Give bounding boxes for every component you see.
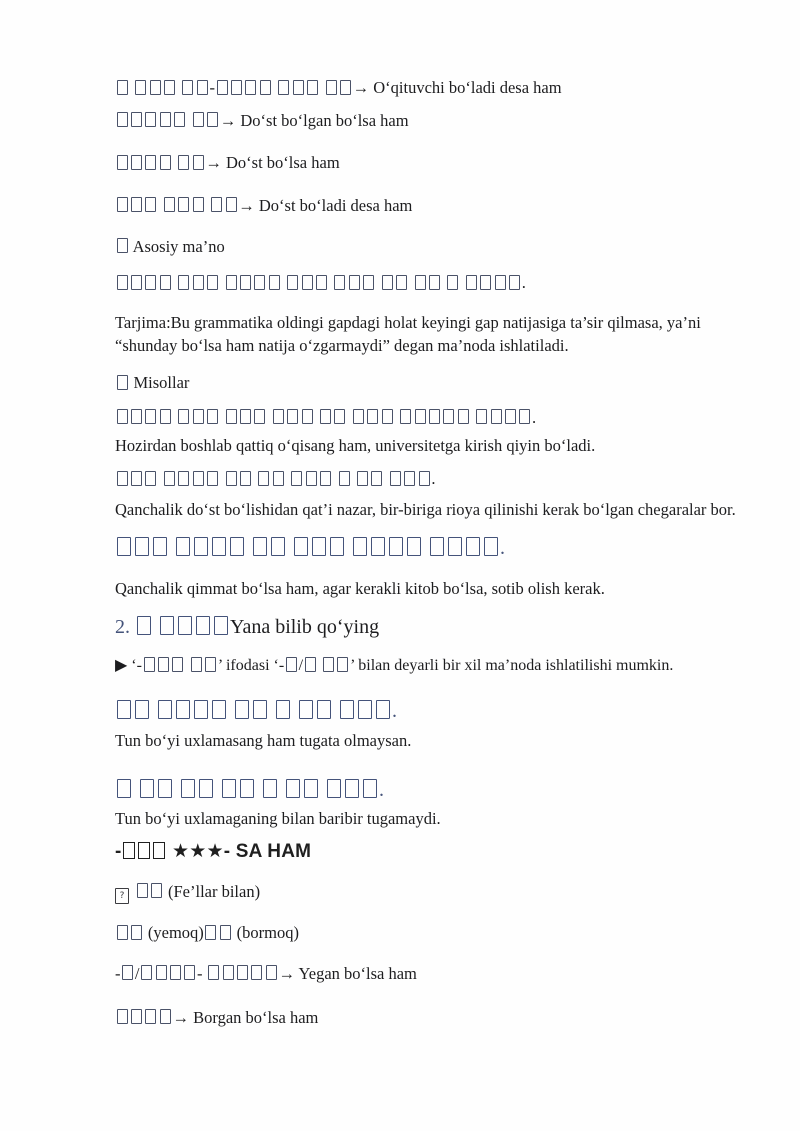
missing-glyph-box	[145, 155, 156, 170]
missing-glyph-box	[140, 779, 154, 798]
missing-glyph-box	[334, 409, 345, 424]
text-run: 2.	[115, 616, 230, 638]
missing-glyph-box	[230, 537, 244, 556]
missing-glyph-box	[509, 275, 520, 290]
missing-glyph-box	[519, 409, 530, 424]
missing-glyph-box	[371, 471, 382, 486]
missing-glyph-box	[193, 112, 204, 127]
missing-glyph-box	[196, 616, 210, 635]
missing-glyph-box	[151, 883, 162, 898]
missing-glyph-box	[353, 409, 364, 424]
missing-glyph-box	[135, 537, 149, 556]
missing-glyph-box	[226, 471, 237, 486]
text-run: → Do‘st bo‘ladi desa ham	[115, 196, 412, 215]
missing-glyph-box	[117, 80, 128, 95]
missing-glyph-box	[176, 537, 190, 556]
missing-glyph-box	[337, 657, 348, 672]
text-run: → Do‘st bo‘lsa ham	[115, 153, 340, 172]
conjugation-line	[115, 964, 745, 985]
missing-glyph-box	[131, 155, 142, 170]
missing-glyph-box	[158, 657, 169, 672]
missing-glyph-box	[131, 112, 142, 127]
missing-glyph-box	[117, 925, 128, 940]
missing-glyph-box	[287, 275, 298, 290]
missing-glyph-box	[145, 409, 156, 424]
missing-glyph-box	[194, 537, 208, 556]
missing-glyph-box	[340, 700, 354, 719]
text-run: - → O‘qituvchi bo‘ladi desa ham	[115, 78, 562, 97]
missing-glyph-box	[480, 275, 491, 290]
missing-glyph-box	[316, 275, 327, 290]
missing-glyph-box	[240, 779, 254, 798]
missing-glyph-box	[407, 537, 421, 556]
missing-glyph-box	[396, 275, 407, 290]
missing-glyph-box	[220, 925, 231, 940]
missing-glyph-box	[131, 1009, 142, 1024]
missing-glyph-box	[235, 700, 249, 719]
missing-glyph-box	[207, 409, 218, 424]
missing-glyph-box	[447, 275, 458, 290]
document-body	[115, 78, 745, 1028]
text-run: → Do‘st bo‘lgan bo‘lsa ham	[115, 111, 409, 130]
missing-glyph-box	[251, 965, 262, 980]
missing-glyph-box	[273, 471, 284, 486]
missing-glyph-box	[358, 700, 372, 719]
missing-glyph-box	[178, 616, 192, 635]
conjugation-line	[115, 78, 745, 99]
missing-glyph-box	[156, 965, 167, 980]
missing-glyph-box	[131, 409, 142, 424]
conjugation-line	[115, 111, 745, 132]
missing-glyph-box	[495, 275, 506, 290]
missing-glyph-box	[193, 409, 204, 424]
translation-line	[115, 435, 745, 458]
missing-glyph-box	[117, 779, 131, 798]
missing-glyph-box	[291, 471, 302, 486]
text-run: .	[115, 700, 397, 722]
missing-glyph-box	[158, 779, 172, 798]
missing-glyph-box	[212, 537, 226, 556]
missing-glyph-box	[353, 537, 367, 556]
missing-glyph-box	[484, 537, 498, 556]
missing-glyph-box	[145, 112, 156, 127]
missing-glyph-box	[253, 537, 267, 556]
subheading-know-more	[115, 615, 745, 640]
missing-glyph-box	[263, 779, 277, 798]
missing-glyph-box	[254, 409, 265, 424]
missing-glyph-box	[205, 657, 216, 672]
missing-glyph-box	[207, 471, 218, 486]
missing-glyph-box	[371, 537, 385, 556]
missing-glyph-box	[164, 197, 175, 212]
translation-paragraph	[115, 312, 745, 358]
missing-glyph-box	[320, 471, 331, 486]
missing-glyph-box	[181, 779, 195, 798]
missing-glyph-box	[302, 275, 313, 290]
missing-glyph-box	[429, 409, 440, 424]
missing-glyph-box	[226, 409, 237, 424]
text-run: (yemoq) (bormoq)	[115, 923, 299, 942]
missing-glyph-box	[245, 80, 256, 95]
missing-glyph-box	[327, 779, 341, 798]
missing-glyph-box	[193, 275, 204, 290]
missing-glyph-box	[266, 965, 277, 980]
missing-glyph-box	[340, 80, 351, 95]
text-run: Tun bo‘yi uxlamaganing bilan baribir tugamaydi.	[115, 809, 441, 829]
missing-glyph-box	[357, 471, 368, 486]
missing-glyph-box	[137, 616, 151, 635]
missing-glyph-box	[317, 700, 331, 719]
missing-glyph-box	[212, 700, 226, 719]
text-run: .	[115, 273, 526, 292]
missing-glyph-box	[226, 275, 237, 290]
text-run: .	[115, 779, 384, 801]
missing-glyph-box	[153, 537, 167, 556]
missing-glyph-box	[320, 409, 331, 424]
missing-glyph-box	[178, 197, 189, 212]
missing-glyph-box	[170, 965, 181, 980]
missing-glyph-box	[160, 112, 171, 127]
missing-glyph-box	[164, 471, 175, 486]
missing-glyph-box	[194, 700, 208, 719]
missing-glyph-box	[345, 779, 359, 798]
missing-glyph-box	[138, 842, 150, 859]
missing-glyph-box	[145, 197, 156, 212]
missing-glyph-box	[178, 471, 189, 486]
missing-glyph-box	[208, 965, 219, 980]
missing-glyph-box	[382, 275, 393, 290]
missing-glyph-box	[191, 657, 202, 672]
missing-glyph-box	[214, 616, 228, 635]
text-run: → Borgan bo‘lsa ham	[115, 1008, 318, 1027]
missing-glyph-box	[330, 537, 344, 556]
grammar-title-sa-ham	[115, 841, 745, 864]
missing-glyph-box	[286, 657, 297, 672]
text-run: .	[115, 408, 536, 427]
missing-glyph-box	[390, 471, 401, 486]
missing-glyph-box	[415, 275, 426, 290]
text-run: Tarjima:Bu grammatika oldingi gapdagi holat keyingi gap natijasiga ta’sir qilmasa, ya’ni “shunday bo‘lsa ham natija o‘zgarmaydi” degan ma’noda ishlatiladi.	[115, 312, 701, 355]
missing-glyph-box	[197, 80, 208, 95]
missing-glyph-box	[160, 275, 171, 290]
text-run: Asosiy ma’no	[115, 237, 225, 256]
missing-glyph-box	[117, 700, 131, 719]
missing-glyph-box	[217, 80, 228, 95]
missing-glyph-box	[205, 925, 216, 940]
missing-glyph-box	[182, 80, 193, 95]
missing-glyph-box	[258, 471, 269, 486]
translation-line	[115, 808, 745, 831]
missing-glyph-box	[122, 965, 133, 980]
verb-examples-line	[115, 923, 745, 944]
missing-glyph-box	[160, 409, 171, 424]
missing-glyph-box	[145, 471, 156, 486]
missing-glyph-box	[117, 275, 128, 290]
missing-glyph-box	[193, 471, 204, 486]
missing-glyph-box	[376, 700, 390, 719]
missing-glyph-box	[389, 537, 403, 556]
missing-glyph-box	[131, 197, 142, 212]
text-run: ▶ ‘- ’ ifodasi ‘- / ’ bilan deyarli bir xil ma’noda ishlatilishi mumkin.	[115, 657, 674, 675]
text-run: ? (Fe’llar bilan)	[115, 882, 260, 901]
section-label-main-meaning	[115, 237, 745, 258]
missing-glyph-box	[415, 409, 426, 424]
missing-glyph-box	[400, 409, 411, 424]
korean-sentence-large	[115, 536, 745, 561]
text-run: - ★★★- SA HAM	[115, 840, 312, 862]
missing-glyph-box	[131, 471, 142, 486]
missing-glyph-box	[294, 537, 308, 556]
korean-sentence-large	[115, 699, 745, 724]
conjugation-line	[115, 196, 745, 217]
missing-glyph-box	[363, 779, 377, 798]
missing-glyph-box	[145, 1009, 156, 1024]
missing-glyph-box	[240, 409, 251, 424]
text-run: Qanchalik qimmat bo‘lsa ham, agar kerakli kitob bo‘lsa, sotib olish kerak.	[115, 578, 605, 598]
missing-glyph-box	[306, 471, 317, 486]
missing-glyph-box	[304, 779, 318, 798]
missing-glyph-box	[240, 471, 251, 486]
missing-glyph-box	[160, 1009, 171, 1024]
missing-glyph-box	[231, 80, 242, 95]
missing-glyph-box	[419, 471, 430, 486]
missing-glyph-box	[254, 275, 265, 290]
missing-glyph-box	[278, 80, 289, 95]
missing-glyph-box	[312, 537, 326, 556]
text-run: Hozirdan boshlab qattiq o‘qisang ham, universitetga kirish qiyin bo‘ladi.	[115, 435, 596, 455]
translation-line	[115, 578, 745, 601]
missing-glyph-box	[117, 537, 131, 556]
missing-glyph-box	[448, 537, 462, 556]
conjugation-line	[115, 153, 745, 174]
missing-glyph-box	[193, 197, 204, 212]
korean-sentence	[115, 469, 745, 490]
missing-glyph-box	[164, 80, 175, 95]
text-run: Yana bilib qo‘ying	[230, 616, 380, 639]
missing-glyph-box	[430, 537, 444, 556]
replacement-character-glyph: ?	[115, 888, 129, 904]
missing-glyph-box	[286, 779, 300, 798]
missing-glyph-box	[207, 112, 218, 127]
missing-glyph-box	[476, 409, 487, 424]
missing-glyph-box	[160, 155, 171, 170]
missing-glyph-box	[131, 275, 142, 290]
missing-glyph-box	[326, 80, 337, 95]
missing-glyph-box	[226, 197, 237, 212]
missing-glyph-box	[193, 155, 204, 170]
korean-sentence	[115, 273, 745, 294]
missing-glyph-box	[367, 409, 378, 424]
missing-glyph-box	[237, 965, 248, 980]
missing-glyph-box	[443, 409, 454, 424]
missing-glyph-box	[305, 657, 316, 672]
missing-glyph-box	[144, 657, 155, 672]
missing-glyph-box	[178, 409, 189, 424]
missing-glyph-box	[135, 700, 149, 719]
text-run: Qanchalik do‘st bo‘lishidan qat’i nazar, bir-biriga rioya qilinishi kerak bo‘lgan chegaralar bor.	[115, 499, 736, 519]
missing-glyph-box	[117, 238, 128, 253]
missing-glyph-box	[117, 155, 128, 170]
missing-glyph-box	[172, 657, 183, 672]
translation-line	[115, 730, 745, 753]
missing-glyph-box	[135, 80, 146, 95]
missing-glyph-box	[505, 409, 516, 424]
missing-glyph-box	[117, 471, 128, 486]
missing-glyph-box	[466, 275, 477, 290]
translation-paragraph	[115, 499, 745, 522]
missing-glyph-box	[363, 275, 374, 290]
missing-glyph-box	[269, 275, 280, 290]
text-run: .	[115, 537, 505, 559]
korean-sentence	[115, 408, 745, 429]
missing-glyph-box	[211, 197, 222, 212]
missing-glyph-box	[178, 275, 189, 290]
missing-glyph-box	[429, 275, 440, 290]
section-label-examples	[115, 373, 745, 394]
missing-glyph-box	[253, 700, 267, 719]
missing-glyph-box	[458, 409, 469, 424]
missing-glyph-box	[323, 657, 334, 672]
missing-glyph-box	[141, 965, 152, 980]
missing-glyph-box	[153, 842, 165, 859]
missing-glyph-box	[158, 700, 172, 719]
text-run: .	[115, 469, 436, 488]
note-line	[115, 656, 745, 676]
missing-glyph-box	[117, 409, 128, 424]
verb-usage-label	[115, 882, 745, 905]
missing-glyph-box	[260, 80, 271, 95]
missing-glyph-box	[137, 883, 148, 898]
missing-glyph-box	[150, 80, 161, 95]
conjugation-line	[115, 1008, 745, 1029]
missing-glyph-box	[117, 112, 128, 127]
missing-glyph-box	[307, 80, 318, 95]
missing-glyph-box	[293, 80, 304, 95]
missing-glyph-box	[178, 155, 189, 170]
missing-glyph-box	[271, 537, 285, 556]
text-run: - / - → Yegan bo‘lsa ham	[115, 963, 417, 983]
missing-glyph-box	[145, 275, 156, 290]
missing-glyph-box	[382, 409, 393, 424]
missing-glyph-box	[491, 409, 502, 424]
missing-glyph-box	[222, 779, 236, 798]
missing-glyph-box	[273, 409, 284, 424]
missing-glyph-box	[240, 275, 251, 290]
missing-glyph-box	[207, 275, 218, 290]
text-run: Tun bo‘yi uxlamasang ham tugata olmaysan.	[115, 731, 412, 751]
missing-glyph-box	[299, 700, 313, 719]
missing-glyph-box	[349, 275, 360, 290]
missing-glyph-box	[223, 965, 234, 980]
missing-glyph-box	[404, 471, 415, 486]
missing-glyph-box	[174, 112, 185, 127]
missing-glyph-box	[131, 925, 142, 940]
missing-glyph-box	[287, 409, 298, 424]
missing-glyph-box	[184, 965, 195, 980]
missing-glyph-box	[334, 275, 345, 290]
missing-glyph-box	[302, 409, 313, 424]
korean-sentence-large	[115, 778, 745, 803]
missing-glyph-box	[339, 471, 350, 486]
missing-glyph-box	[160, 616, 174, 635]
missing-glyph-box	[276, 700, 290, 719]
missing-glyph-box	[176, 700, 190, 719]
missing-glyph-box	[117, 1009, 128, 1024]
text-run: Misollar	[115, 373, 189, 392]
missing-glyph-box	[466, 537, 480, 556]
missing-glyph-box	[199, 779, 213, 798]
missing-glyph-box	[117, 197, 128, 212]
missing-glyph-box	[123, 842, 135, 859]
missing-glyph-box	[117, 375, 128, 390]
